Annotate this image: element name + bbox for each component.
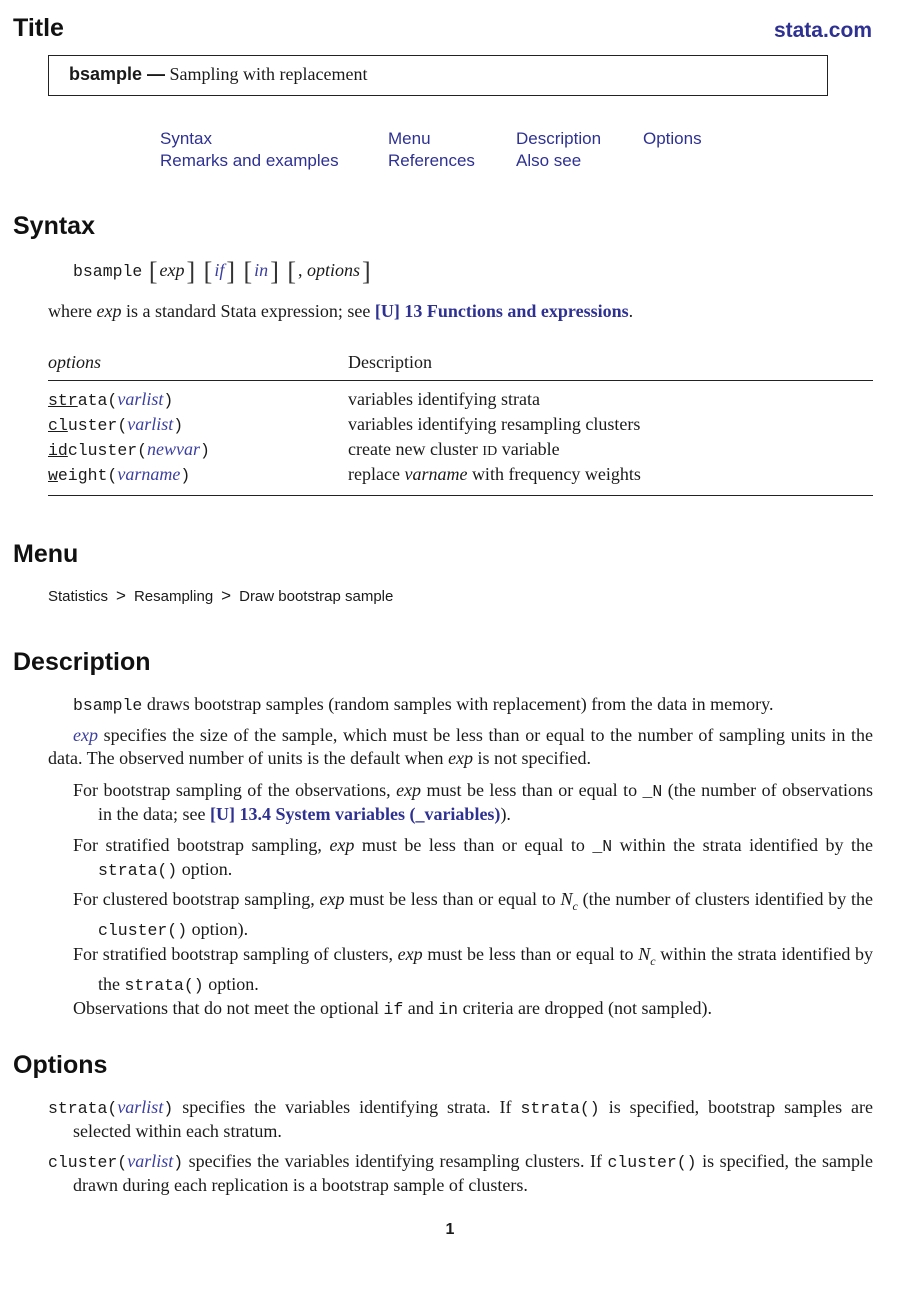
description-item: For stratified bootstrap sampling, exp must be less than or equal to _N within the strata identified by the strata() option. [73, 835, 874, 880]
in-link[interactable]: in [254, 260, 269, 280]
where-clause: where exp is a standard Stata expression; see [U] 13 Functions and expressions. [48, 301, 634, 321]
description-paragraph: bsample draws bootstrap samples (random samples with replacement) from the data in memory. [73, 694, 774, 715]
title-box [48, 55, 828, 96]
menu-path-item: Draw bootstrap sample [239, 588, 394, 605]
option-entry-strata: strata(varlist) specifies the variables identifying strata. If strata() is specified, bootstrap samples are selected within each stratum. [48, 1097, 874, 1141]
nav-link-options[interactable]: Options [643, 129, 702, 148]
varlist-link[interactable]: varlist [127, 414, 174, 434]
nav-link-menu[interactable]: Menu [388, 129, 431, 148]
nav-link-also-see[interactable]: Also see [516, 151, 582, 170]
options-heading: Options [13, 1051, 108, 1079]
if-link[interactable]: if [214, 260, 225, 280]
table-row: cluster(varlist) variables identifying resampling clusters [48, 414, 641, 435]
table-bottom-rule [48, 495, 873, 496]
newvar-link[interactable]: newvar [147, 439, 201, 459]
functions-link[interactable]: [U] 13 Functions and expressions [374, 301, 629, 321]
table-header-options: options [48, 352, 102, 372]
brand-link[interactable]: stata.com [773, 19, 872, 42]
syntax-heading: Syntax [13, 212, 95, 240]
nav-link-remarks[interactable]: Remarks and examples [160, 151, 339, 170]
option-entry-cluster: cluster(varlist) specifies the variables identifying resampling clusters. If cluster() is specified, the sample drawn during each replication is a bootstrap sample of clusters. [48, 1151, 874, 1195]
menu-path: Statistics > Resampling > Draw bootstrap sample [48, 586, 394, 605]
description-item: For bootstrap sampling of the observations, exp must be less than or equal to _N (the number of observations in the data; see [U] 13.4 System variables (_variables)). [73, 780, 874, 824]
system-variables-link[interactable]: [U] 13.4 System variables (_variables) [209, 804, 501, 824]
nav-link-syntax[interactable]: Syntax [160, 129, 212, 148]
varlist-link[interactable]: varlist [117, 1097, 164, 1117]
menu-heading: Menu [13, 540, 79, 568]
menu-path-item: Resampling [133, 588, 214, 605]
page-title: Title [13, 14, 64, 42]
description-item: For stratified bootstrap sampling of clusters, exp must be less than or equal to $N_c$ within the strata identified by the strata() option. [73, 944, 874, 995]
title-command: bsample — [69, 64, 166, 84]
varname-link[interactable]: varname [117, 464, 181, 484]
table-header-description: Description [348, 352, 432, 372]
exp-link[interactable]: exp [73, 725, 98, 745]
description-paragraph: Observations that do not meet the optional if and in criteria are dropped (not sampled). [73, 998, 712, 1019]
menu-path-item: Statistics [48, 588, 109, 605]
varlist-link[interactable]: varlist [117, 389, 164, 409]
nav-link-description[interactable]: Description [516, 129, 602, 148]
page-number: 1 [445, 1221, 455, 1238]
description-item: For clustered bootstrap sampling, exp must be less than or equal to $N_c$ (the number of clusters identified by the cluster() option). [73, 889, 874, 940]
varlist-link[interactable]: varlist [127, 1151, 174, 1171]
table-row: strata(varlist) variables identifying strata [48, 389, 540, 410]
description-paragraph: exp specifies the size of the sample, which must be less than or equal to the number of sampling units in the data. The observed number of units is the default when exp is not specified. [48, 725, 873, 768]
nav-link-references[interactable]: References [388, 151, 475, 170]
syntax-line: bsample [ exp] [ if] [ in] [ , options] [73, 257, 371, 286]
table-row: weight(varname) replace varname with frequency weights [48, 464, 641, 485]
description-heading: Description [13, 648, 151, 676]
table-row: idcluster(newvar) create new cluster ID variable [48, 439, 560, 460]
title-description: Sampling with replacement [169, 64, 368, 84]
